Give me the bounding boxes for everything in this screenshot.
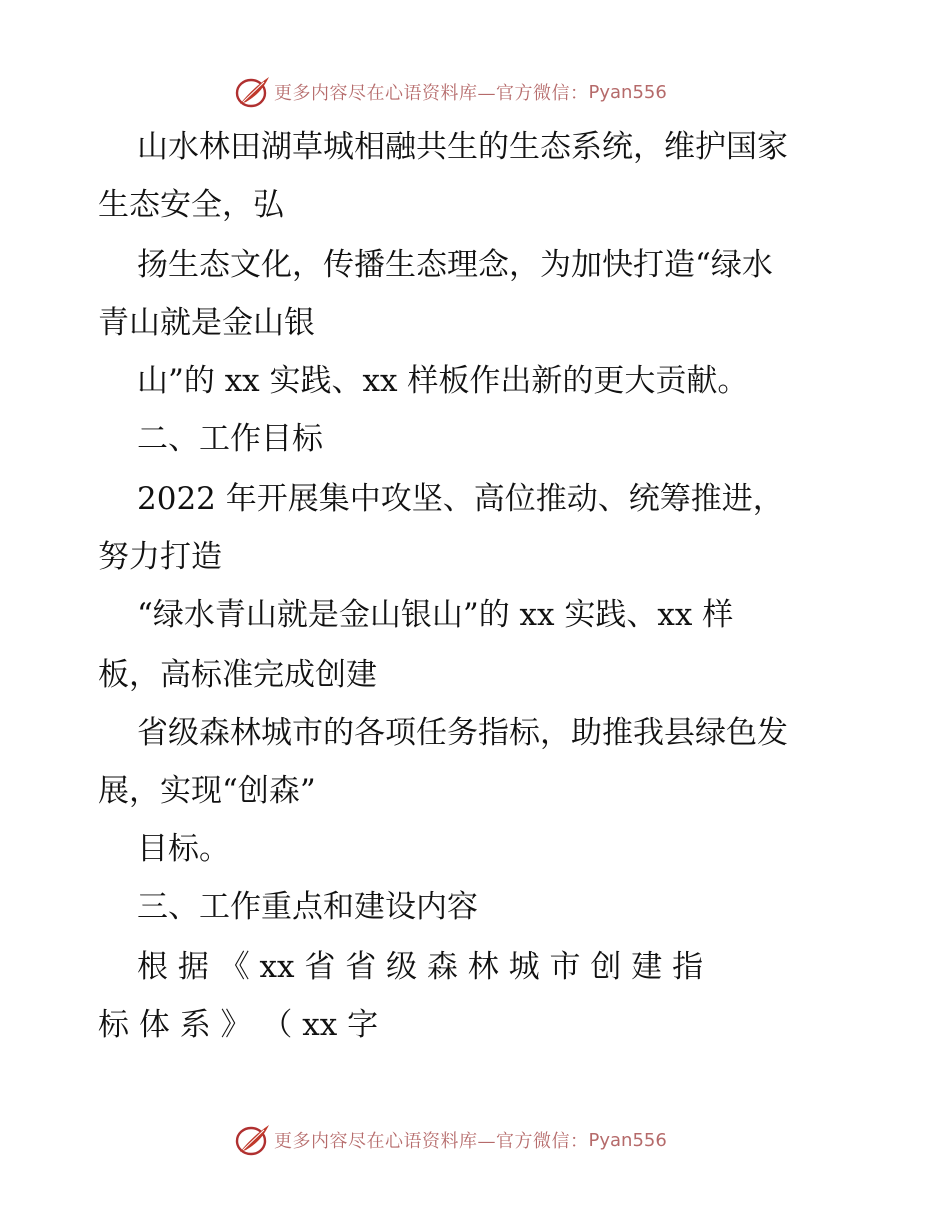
text-line: 2022 年开展集中攻坚、高位推动、统筹推进， xyxy=(137,481,784,517)
text-line: 省级森林城市的各项任务指标，助推我县绿色发 xyxy=(137,715,788,751)
text-line: 山”的 xx 实践、xx 样板作出新的更大贡献。 xyxy=(137,363,749,399)
watermark-text: 更多内容尽在心语资料库—官方微信： xyxy=(274,1131,589,1152)
watermark-text: 更多内容尽在心语资料库—官方微信： xyxy=(274,83,589,104)
feather-logo-icon xyxy=(234,74,272,110)
text-line: 根 据 《 xx 省 省 级 森 林 城 市 创 建 指 xyxy=(137,949,704,985)
text-line: 青山就是金山银 xyxy=(98,305,315,341)
watermark-header xyxy=(0,72,950,112)
watermark-handle: Pyan556 xyxy=(588,81,667,103)
text-line: 生态安全，弘 xyxy=(98,187,284,223)
text-line: 山水林田湖草城相融共生的生态系统，维护国家 xyxy=(137,129,788,165)
watermark-footer xyxy=(0,1120,950,1160)
text-line: 板，高标准完成创建 xyxy=(98,657,377,693)
section-heading: 二、工作目标 xyxy=(137,421,323,457)
feather-logo-icon xyxy=(234,1122,272,1158)
text-line: 展，实现“创森” xyxy=(98,773,316,809)
text-line: “绿水青山就是金山银山”的 xx 实践、xx 样 xyxy=(137,597,734,633)
text-line: 扬生态文化，传播生态理念，为加快打造“绿水 xyxy=(137,247,773,283)
watermark-handle: Pyan556 xyxy=(588,1129,667,1151)
section-heading: 三、工作重点和建设内容 xyxy=(137,889,478,925)
text-line: 目标。 xyxy=(137,831,230,867)
text-line: 努力打造 xyxy=(98,539,222,575)
text-line: 标 体 系 》 （ xx 字 xyxy=(98,1007,379,1043)
